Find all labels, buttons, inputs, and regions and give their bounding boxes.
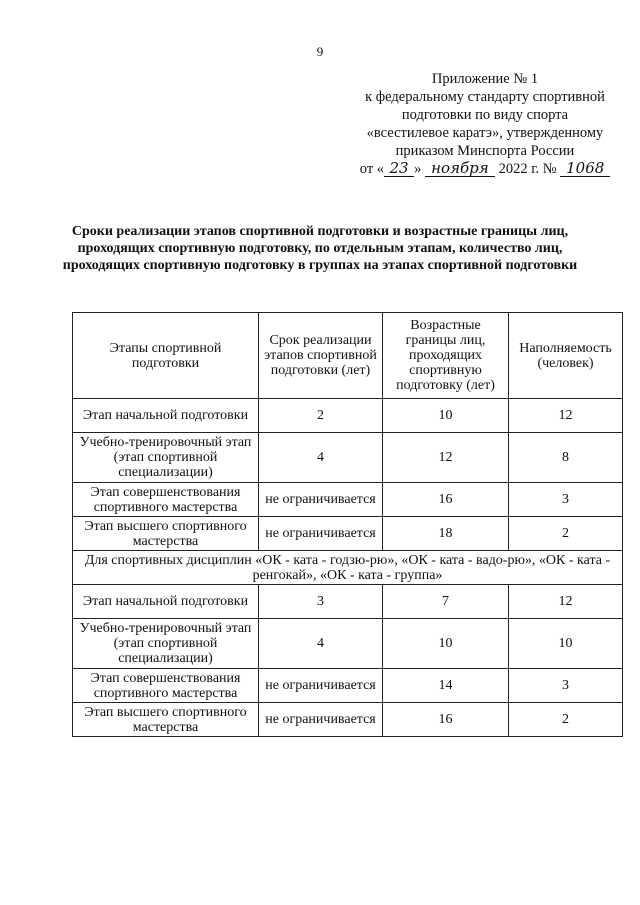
table-row xyxy=(73,517,623,551)
table-row xyxy=(73,433,623,483)
date-mid: » xyxy=(414,161,422,177)
header-term: Срок реализации этапов спортивной подготовки (лет) xyxy=(259,313,383,399)
header-count: Наполняемость (человек) xyxy=(509,313,623,399)
table-row xyxy=(73,619,623,669)
cell-age: 10 xyxy=(383,399,509,433)
cell-stage: Этап начальной подготовки xyxy=(73,399,259,433)
cell-stage: Учебно-тренировочный этап (этап спортивной специализации) xyxy=(73,619,259,669)
cell-count: 12 xyxy=(509,585,623,619)
table-row xyxy=(73,669,623,703)
document-title: Сроки реализации этапов спортивной подготовки и возрастные границы лиц, проходящих спортивную подготовку, по отдельным этапам, количество лиц, проходящих спортивную подготовку в группах на этапах спортивной подготовки xyxy=(62,224,578,273)
cell-stage: Этап совершенствования спортивного мастерства xyxy=(73,669,259,703)
cell-term: не ограничивается xyxy=(259,483,383,517)
appendix-line-5: приказом Минспорта России xyxy=(395,143,575,159)
cell-term: не ограничивается xyxy=(259,517,383,551)
table-header-row xyxy=(73,313,623,399)
cell-stage: Этап начальной подготовки xyxy=(73,585,259,619)
header-stages: Этапы спортивной подготовки xyxy=(73,313,259,399)
disciplines-row xyxy=(73,551,623,585)
table-row xyxy=(73,399,623,433)
appendix-header xyxy=(350,70,620,178)
header-age: Возрастные границы лиц, проходящих спортивную подготовку (лет) xyxy=(383,313,509,399)
cell-age: 16 xyxy=(383,703,509,737)
cell-age: 16 xyxy=(383,483,509,517)
cell-stage: Этап высшего спортивного мастерства xyxy=(73,703,259,737)
table-row xyxy=(73,483,623,517)
cell-count: 3 xyxy=(509,483,623,517)
cell-term: 4 xyxy=(259,433,383,483)
table-row xyxy=(73,703,623,737)
cell-stage: Этап совершенствования спортивного мастерства xyxy=(73,483,259,517)
appendix-line-2: к федеральному стандарту спортивной xyxy=(365,89,605,105)
cell-age: 14 xyxy=(383,669,509,703)
cell-term: 2 xyxy=(259,399,383,433)
cell-count: 12 xyxy=(509,399,623,433)
table-row xyxy=(73,585,623,619)
date-year: 2022 г. № xyxy=(498,161,557,177)
cell-count: 3 xyxy=(509,669,623,703)
page-number: 9 xyxy=(316,44,324,59)
cell-term: 4 xyxy=(259,619,383,669)
cell-term: не ограничивается xyxy=(259,669,383,703)
order-date-line xyxy=(350,160,620,178)
cell-count: 10 xyxy=(509,619,623,669)
date-prefix: от « xyxy=(359,161,385,177)
handwritten-day: 23 xyxy=(384,160,414,177)
appendix-line-1: Приложение № 1 xyxy=(431,71,539,87)
cell-stage: Учебно-тренировочный этап (этап спортивной специализации) xyxy=(73,433,259,483)
cell-count: 8 xyxy=(509,433,623,483)
cell-age: 18 xyxy=(383,517,509,551)
appendix-line-4: «всестилевое каратэ», утвержденному xyxy=(366,125,604,141)
handwritten-month: ноября xyxy=(425,160,495,177)
cell-term: 3 xyxy=(259,585,383,619)
cell-age: 12 xyxy=(383,433,509,483)
cell-stage: Этап высшего спортивного мастерства xyxy=(73,517,259,551)
cell-count: 2 xyxy=(509,703,623,737)
stages-table xyxy=(72,312,623,737)
cell-age: 10 xyxy=(383,619,509,669)
cell-term: не ограничивается xyxy=(259,703,383,737)
cell-count: 2 xyxy=(509,517,623,551)
cell-age: 7 xyxy=(383,585,509,619)
appendix-line-3: подготовки по виду спорта xyxy=(401,107,569,123)
disciplines-note: Для спортивных дисциплин «ОК - ката - годзю-рю», «ОК - ката - вадо-рю», «ОК - ката - ренгокай», «ОК - ката - группа» xyxy=(73,551,623,585)
handwritten-order-number: 1068 xyxy=(560,160,610,177)
